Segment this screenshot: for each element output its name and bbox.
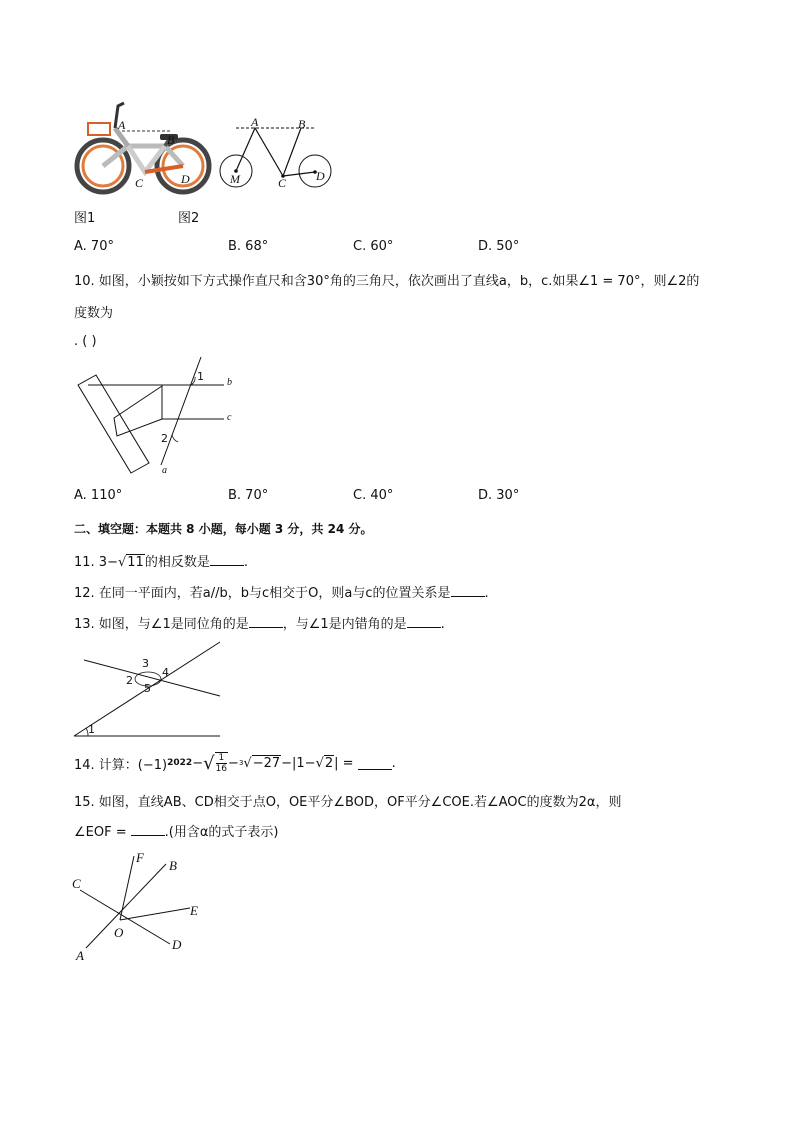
- q13-answer-blank-1[interactable]: [249, 615, 283, 628]
- q14-minus2: −: [228, 755, 239, 771]
- q14-abs-part: −|1−: [281, 755, 316, 771]
- q11-sqrt-symbol: √: [117, 555, 127, 570]
- q15-label-o: O: [114, 925, 124, 940]
- q15-answer-blank[interactable]: [131, 823, 165, 836]
- q14-exponent: 2022: [167, 758, 193, 768]
- q14-cbrt-radicand: −27: [252, 756, 281, 771]
- q10-text-line1: 10. 如图，小颖按如下方式操作直尺和含30°角的三角尺，依次画出了直线a，b，c.如果∠1 = 70°，则∠2的: [74, 274, 700, 289]
- bike-label-c: C: [135, 176, 144, 190]
- q10-paren: . ( ): [74, 334, 97, 349]
- q12-text: 12. 在同一平面内，若a//b，b与c相交于O，则a与c的位置关系是: [74, 586, 451, 601]
- q14-line: [74, 752, 396, 774]
- q12-end: .: [484, 586, 489, 601]
- q14-answer-blank[interactable]: [358, 757, 392, 770]
- q11-radicand: 11: [127, 555, 144, 570]
- q14-frac-num: 1: [216, 753, 227, 764]
- q9-figure-2-diagram: [218, 114, 333, 194]
- q10-line-c: c: [227, 412, 232, 423]
- q14-sqrt2-symbol: √: [315, 755, 324, 771]
- q15-text-line2-b: .(用含α的式子表示): [164, 825, 279, 840]
- q13-end: .: [440, 617, 445, 632]
- q14-minus1: −: [192, 755, 204, 771]
- q14-sqrt-symbol: √: [203, 752, 215, 774]
- q10-figure-ruler-triangle: [74, 357, 244, 477]
- q10-line-a: a: [162, 465, 167, 476]
- q13-text-b: ，与∠1是内错角的是: [282, 617, 407, 632]
- q14-fraction: [215, 752, 228, 774]
- q14-end: .: [391, 755, 396, 771]
- q14-frac-den: 16: [215, 764, 228, 774]
- q13-angle-5: 5: [144, 682, 151, 695]
- q9-choice-d[interactable]: D. 50°: [478, 239, 520, 254]
- bike-label-d: D: [181, 172, 190, 186]
- q10-angle-1: 1: [197, 370, 204, 383]
- q11-prefix: 11. 3−: [74, 555, 118, 570]
- q10-line-b: b: [227, 377, 232, 388]
- q11-answer-blank[interactable]: [210, 553, 244, 566]
- q15-text-line1: 15. 如图，直线AB、CD相交于点O，OE平分∠BOD，OF平分∠COE.若∠AOC的度数为2α，则: [74, 795, 622, 810]
- q9-choice-a[interactable]: A. 70°: [74, 239, 114, 254]
- q10-angle-2: 2: [161, 432, 168, 445]
- q10-choice-c[interactable]: C. 40°: [353, 488, 394, 503]
- q10-choice-d[interactable]: D. 30°: [478, 488, 520, 503]
- q15-label-d: D: [172, 937, 182, 952]
- q13-figure-angles: [70, 638, 230, 740]
- fig2-label-a: A: [251, 115, 259, 129]
- q14-cbrt-index: 3: [238, 759, 244, 767]
- q13-text-a: 13. 如图，与∠1是同位角的是: [74, 617, 249, 632]
- q13-angle-4: 4: [162, 666, 169, 679]
- q13-angle-2: 2: [126, 674, 133, 687]
- fig2-label-b: B: [298, 117, 306, 131]
- bike-label-b: B: [167, 133, 175, 147]
- q15-line2: [74, 821, 278, 840]
- q15-label-f: F: [136, 850, 144, 865]
- q15-label-b: B: [169, 858, 177, 873]
- q15-label-e: E: [190, 903, 198, 918]
- q12-line: [74, 582, 489, 601]
- q12-answer-blank[interactable]: [451, 584, 485, 597]
- q9-choice-b[interactable]: B. 68°: [228, 239, 269, 254]
- q11-line: [74, 551, 248, 570]
- section-heading-fill-in: 二、填空题：本题共 8 小题，每小题 3 分，共 24 分。: [74, 522, 373, 536]
- q13-angle-3: 3: [142, 657, 149, 670]
- fig2-caption: 图2: [178, 211, 200, 226]
- q15-figure-intersecting-lines: [68, 848, 218, 966]
- fig2-label-c: C: [278, 176, 287, 190]
- q13-line: [74, 613, 445, 632]
- q14-abs-end: | =: [334, 755, 354, 771]
- q10-choice-b[interactable]: B. 70°: [228, 488, 269, 503]
- q14-cbrt-symbol: √: [243, 755, 252, 771]
- q11-end: .: [243, 555, 248, 570]
- q9-choice-c[interactable]: C. 60°: [353, 239, 394, 254]
- q14-sqrt2: 2: [324, 756, 334, 771]
- q15-text-line2-a: ∠EOF =: [74, 825, 127, 840]
- fig2-label-m: M: [230, 172, 240, 186]
- fig1-caption: 图1: [74, 211, 96, 226]
- q15-label-c: C: [72, 876, 81, 891]
- q10-choice-a[interactable]: A. 110°: [74, 488, 123, 503]
- fig2-label-d: D: [316, 169, 325, 183]
- q9-figure-1-bicycle: [70, 98, 215, 196]
- q13-answer-blank-2[interactable]: [407, 615, 441, 628]
- q15-label-a: A: [76, 948, 84, 963]
- bike-label-a: A: [118, 118, 126, 132]
- q10-text-line2: 度数为: [74, 306, 114, 321]
- q13-angle-1: 1: [88, 723, 95, 736]
- q14-prefix: 14. 计算：(−1): [74, 757, 168, 773]
- q11-suffix: 的相反数是: [144, 555, 210, 570]
